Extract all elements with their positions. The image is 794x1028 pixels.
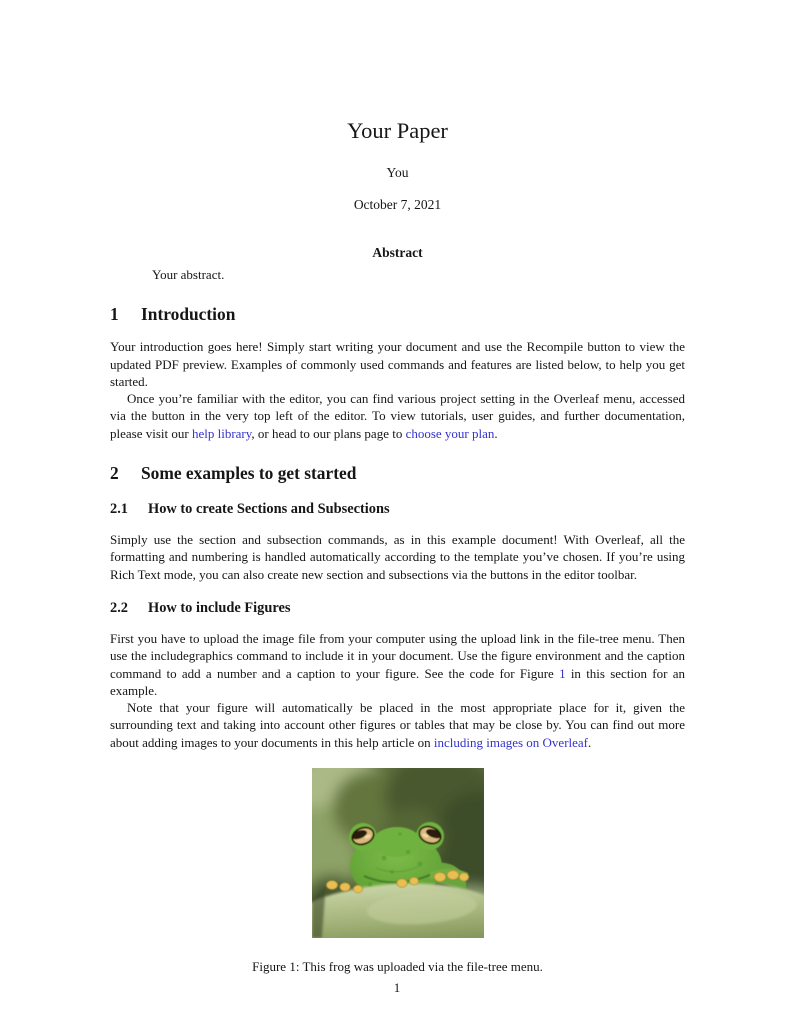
subsection-2-2-heading bbox=[110, 600, 685, 617]
subsection-2-1-paragraph: Simply use the section and subsection commands, as in this example document! With Overleaf, all the formatting and numbering is handled automatically according to the template you’ve chosen. If you’re using Rich Text mode, you can also create new section and subsections via the buttons in the editor toolbar. bbox=[110, 532, 685, 582]
figure-1 bbox=[110, 768, 685, 975]
intro-p2-text-a: Once you’re familiar with the editor, you can find various project setting in the Overleaf menu, accessed via the button in the very top left of the editor. To view tutorials, user guides, and further documentation, please visit our bbox=[110, 391, 685, 441]
abstract-heading: Abstract bbox=[372, 245, 423, 260]
subsection-2-1-heading bbox=[110, 501, 685, 518]
figure-1-caption: Figure 1: This frog was uploaded via the file-tree menu. bbox=[252, 959, 543, 975]
figures-p1-text-b: in this section for an example. bbox=[110, 665, 685, 698]
intro-paragraph-1: Your introduction goes here! Simply start writing your document and use the Recompile button to view the updated PDF preview. Examples of commonly used commands and features are listed below, to help you get started. bbox=[110, 339, 685, 389]
paper-author: You bbox=[386, 165, 409, 180]
intro-paragraph-2 bbox=[110, 390, 685, 442]
page-number: 1 bbox=[393, 980, 401, 995]
intro-p2-text-b: , or head to our plans page to bbox=[251, 425, 406, 441]
subsection-2-1-title: How to create Sections and Subsections bbox=[148, 501, 390, 518]
figures-paragraph-1 bbox=[110, 630, 685, 699]
paper-title: Your Paper bbox=[347, 118, 448, 143]
figures-p2-text-b: . bbox=[588, 734, 592, 750]
section-1-heading bbox=[110, 304, 685, 325]
figures-paragraph-2 bbox=[110, 699, 685, 751]
including-images-link[interactable]: including images on Overleaf bbox=[433, 734, 589, 750]
abstract-section bbox=[110, 245, 685, 283]
frog-photo bbox=[312, 768, 484, 938]
section-1-title: Introduction bbox=[141, 304, 236, 325]
figures-p1-text-a: First you have to upload the image file from your computer using the upload link in the file-tree menu. Then use the includegraphics command to include it in your document. Use the figure environment and the caption command to add a number and a caption to your figure. See the code for Figure bbox=[110, 630, 685, 681]
section-2-number: 2 bbox=[110, 463, 119, 484]
intro-p2-text-c: . bbox=[494, 425, 498, 441]
abstract-text: Your abstract. bbox=[152, 267, 225, 282]
help-library-link[interactable]: help library bbox=[191, 425, 252, 441]
figures-p2-text-a: Note that your figure will automatically be placed in the most appropriate place for it, given the surrounding text and taking into account other figures or tables that may be close by. You can find out more about adding images to your documents in this help article on bbox=[110, 700, 685, 750]
figure-1-reference-link[interactable]: 1 bbox=[559, 665, 566, 681]
choose-your-plan-link[interactable]: choose your plan bbox=[405, 425, 495, 441]
section-1-number: 1 bbox=[110, 304, 119, 325]
paper-date: October 7, 2021 bbox=[353, 197, 442, 212]
subsection-2-2-title: How to include Figures bbox=[148, 599, 291, 616]
section-2-heading bbox=[110, 463, 685, 484]
subsection-2-1-number: 2.1 bbox=[110, 501, 128, 518]
section-2-title: Some examples to get started bbox=[141, 463, 357, 484]
subsection-2-2-number: 2.2 bbox=[110, 599, 128, 616]
